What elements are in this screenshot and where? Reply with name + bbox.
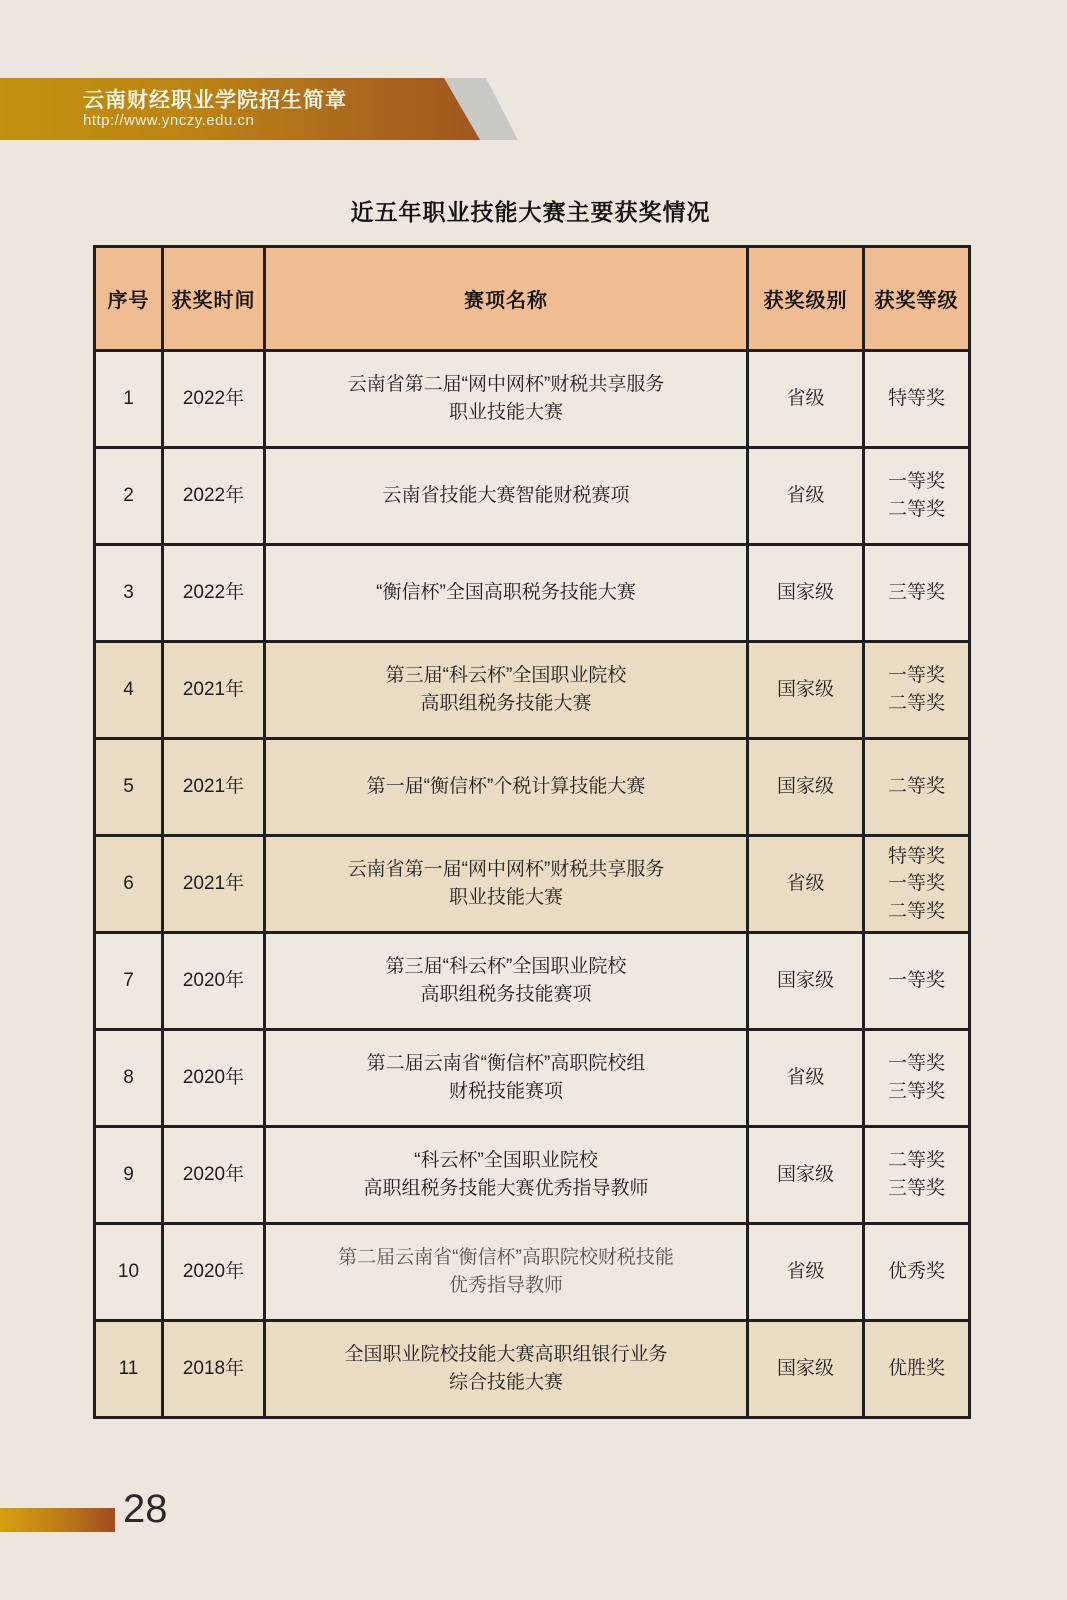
column-header-grade: 获奖等级 [864,247,970,351]
table-row [95,933,970,1030]
competition-name-line: 云南省第二届“网中网杯”财税共享服务 [347,374,665,396]
award-year-cell: 2021年 [163,836,265,933]
row-number-cell: 2 [95,448,163,545]
award-year-cell: 2020年 [163,1224,265,1321]
award-grade-line: 特等奖 [887,388,945,410]
competition-name-line: 全国职业院校技能大赛高职组银行业务 [344,1344,668,1366]
award-level-cell: 省级 [748,836,864,933]
table-row [95,351,970,448]
award-year-cell: 2022年 [163,545,265,642]
award-year-cell: 2020年 [163,1127,265,1224]
brochure-title: 云南财经职业学院招生简章 [83,89,347,112]
award-level-cell: 省级 [748,1224,864,1321]
award-level-cell: 国家级 [748,739,864,836]
row-number-cell: 10 [95,1224,163,1321]
row-number-cell: 11 [95,1321,163,1418]
competition-name-line: 综合技能大赛 [448,1372,563,1393]
award-level-cell: 国家级 [748,1321,864,1418]
award-level-cell: 国家级 [748,642,864,739]
award-grade-cell [864,351,970,448]
award-level-cell: 省级 [748,1030,864,1127]
competition-name-cell [265,545,748,642]
competition-name-line: 第二届云南省“衡信杯”高职院校组 [366,1053,646,1075]
competition-name-line: 职业技能大赛 [448,402,563,423]
table-row [95,1030,970,1127]
award-year-cell: 2021年 [163,642,265,739]
competition-name-line: 高职组税务技能大赛优秀指导教师 [363,1178,649,1199]
award-grade-cell [864,545,970,642]
table-row [95,1224,970,1321]
table-row [95,642,970,739]
row-number-cell: 6 [95,836,163,933]
column-header-level: 获奖级别 [748,247,864,351]
award-grade-line: 一等奖 [887,873,945,895]
competition-name-line: 优秀指导教师 [448,1275,563,1296]
row-number-cell: 1 [95,351,163,448]
header-banner [0,78,540,140]
competition-name-line: 第二届云南省“衡信杯”高职院校财税技能 [338,1247,674,1269]
award-level-cell: 省级 [748,351,864,448]
competition-name-line: 职业技能大赛 [448,887,563,908]
competition-name-line: “衡信杯”全国高职税务技能大赛 [376,582,636,604]
competition-name-line: 第三届“科云杯”全国职业院校 [385,665,627,687]
competition-name-cell [265,351,748,448]
awards-table [93,245,971,1419]
table-row [95,739,970,836]
competition-name-line: 第一届“衡信杯”个税计算技能大赛 [366,776,646,798]
award-level-cell: 国家级 [748,933,864,1030]
competition-name-cell [265,1321,748,1418]
award-grade-cell [864,836,970,933]
award-grade-line: 特等奖 [887,845,945,867]
competition-name-line: 云南省第一届“网中网杯”财税共享服务 [347,859,665,881]
award-grade-cell [864,739,970,836]
competition-name-cell [265,836,748,933]
award-grade-cell [864,1224,970,1321]
award-grade-cell [864,1127,970,1224]
award-grade-line: 二等奖 [887,1150,945,1172]
competition-name-line: “科云杯”全国职业院校 [414,1150,598,1172]
school-url: http://www.ynczy.edu.cn [83,112,255,129]
table-row [95,545,970,642]
competition-name-cell [265,1127,748,1224]
award-grade-cell [864,933,970,1030]
award-year-cell: 2022年 [163,448,265,545]
award-level-cell: 国家级 [748,545,864,642]
row-number-cell: 9 [95,1127,163,1224]
row-number-cell: 5 [95,739,163,836]
award-grade-line: 三等奖 [887,1081,945,1102]
competition-name-cell [265,739,748,836]
award-level-cell: 国家级 [748,1127,864,1224]
column-header-no: 序号 [95,247,163,351]
award-grade-line: 二等奖 [887,693,945,714]
award-grade-line: 优秀奖 [887,1261,945,1283]
table-header-row [95,247,970,351]
award-grade-line: 一等奖 [887,1053,945,1075]
page-number: 28 [123,1487,168,1531]
row-number-cell: 4 [95,642,163,739]
award-grade-line: 一等奖 [887,471,945,493]
award-grade-line: 优胜奖 [887,1358,945,1380]
row-number-cell: 7 [95,933,163,1030]
award-grade-cell [864,1321,970,1418]
award-grade-line: 二等奖 [887,776,945,798]
competition-name-line: 第三届“科云杯”全国职业院校 [385,956,627,978]
award-year-cell: 2020年 [163,933,265,1030]
award-year-cell: 2018年 [163,1321,265,1418]
competition-name-cell [265,448,748,545]
competition-name-line: 高职组税务技能大赛 [420,693,592,714]
award-grade-cell [864,1030,970,1127]
column-header-name: 赛项名称 [265,247,748,351]
footer-gradient-bar [0,1508,115,1532]
award-grade-line: 三等奖 [887,582,945,604]
row-number-cell: 3 [95,545,163,642]
table-row [95,836,970,933]
award-grade-line: 一等奖 [887,665,945,687]
award-grade-cell [864,642,970,739]
row-number-cell: 8 [95,1030,163,1127]
competition-name-line: 高职组税务技能赛项 [420,984,592,1005]
table-row [95,1127,970,1224]
competition-name-cell [265,642,748,739]
table-title: 近五年职业技能大赛主要获奖情况 [350,199,711,225]
competition-name-line: 云南省技能大赛智能财税赛项 [382,485,630,507]
award-year-cell: 2022年 [163,351,265,448]
competition-name-cell [265,1030,748,1127]
competition-name-line: 财税技能赛项 [448,1081,563,1102]
award-year-cell: 2020年 [163,1030,265,1127]
award-level-cell: 省级 [748,448,864,545]
award-grade-line: 三等奖 [887,1178,945,1199]
award-grade-line: 一等奖 [887,970,945,992]
award-grade-cell [864,448,970,545]
award-year-cell: 2021年 [163,739,265,836]
table-row [95,1321,970,1418]
competition-name-cell [265,1224,748,1321]
award-grade-line: 二等奖 [887,900,945,922]
table-row [95,448,970,545]
column-header-year: 获奖时间 [163,247,265,351]
competition-name-cell [265,933,748,1030]
award-grade-line: 二等奖 [887,499,945,520]
